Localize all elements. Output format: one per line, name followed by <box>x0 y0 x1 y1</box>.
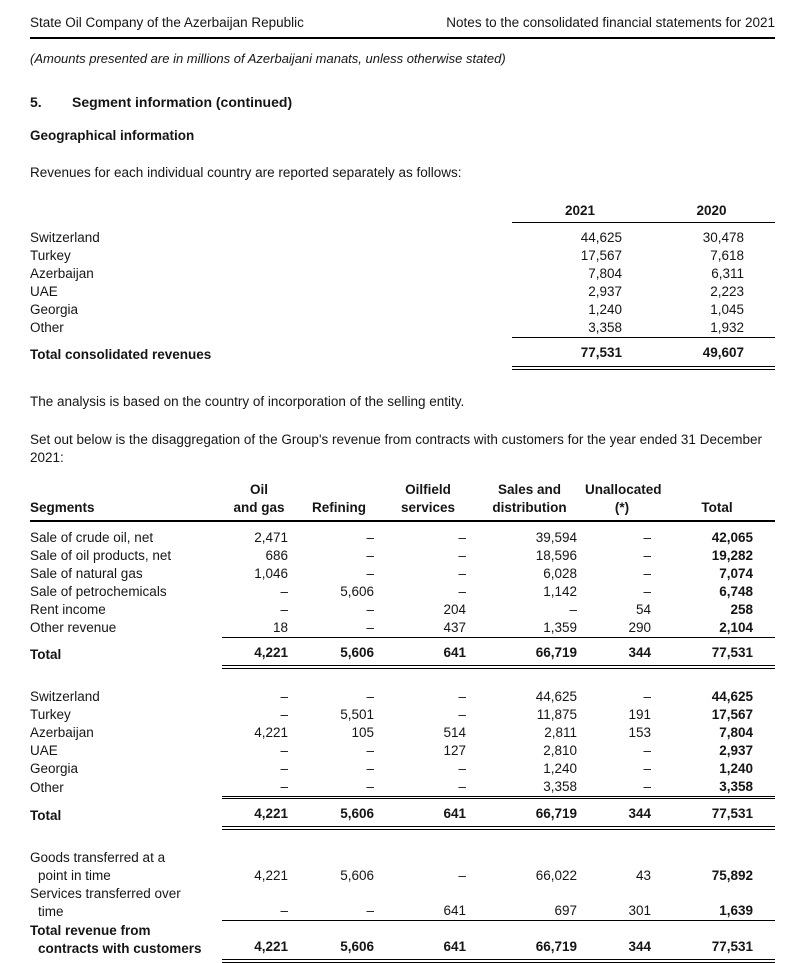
value-cell: 697 <box>474 885 585 921</box>
country-label: Turkey <box>30 247 71 263</box>
value-cell: 5,501 <box>340 706 374 722</box>
total-value-cell: 344 <box>585 921 659 961</box>
subsection-heading: Geographical information <box>30 128 195 143</box>
value-cell: – <box>366 601 374 617</box>
country-label: UAE <box>30 742 58 758</box>
country-label: Switzerland <box>30 688 100 704</box>
header-line-1: Oilfield <box>405 481 451 497</box>
total-value-cell: 4,221 <box>222 637 296 667</box>
column-header-refining <box>296 481 382 521</box>
column-header-oilfield-services <box>382 481 474 521</box>
value-cell: – <box>222 778 296 798</box>
section-number: 5. <box>30 94 42 110</box>
value-cell: 1,932 <box>648 319 775 338</box>
total-value-cell: 66,719 <box>474 637 585 667</box>
segment-label: Sale of crude oil, net <box>30 529 154 545</box>
disaggregation-country-table <box>30 688 775 830</box>
table-header-row <box>30 481 775 521</box>
table-header-row <box>30 200 775 222</box>
value-cell: 258 <box>730 601 753 617</box>
value-cell: – <box>643 529 651 545</box>
value-cell: 6,028 <box>543 565 577 581</box>
table-row <box>30 547 775 565</box>
header-line-2: and gas <box>233 499 285 515</box>
column-header-oil-and-gas <box>222 481 296 521</box>
value-cell: 19,282 <box>711 547 753 563</box>
total-value-cell: 4,221 <box>222 797 296 828</box>
value-cell: – <box>280 742 288 758</box>
total-label <box>30 921 222 961</box>
total-value-cell: 49,607 <box>648 337 775 368</box>
column-header-unallocated <box>585 481 662 521</box>
total-value-cell: 5,606 <box>296 637 382 667</box>
value-cell: – <box>280 688 288 704</box>
table-row <box>30 521 775 547</box>
value-cell: 204 <box>443 601 466 617</box>
total-value-cell: 66,719 <box>474 797 585 828</box>
value-cell: 1,359 <box>474 619 585 638</box>
value-cell: 11,875 <box>536 706 577 722</box>
value-cell: 42,065 <box>711 529 753 545</box>
value-cell: – <box>222 885 296 921</box>
value-cell: 437 <box>382 619 474 638</box>
total-value-cell: 344 <box>585 637 659 667</box>
segment-label: Sale of natural gas <box>30 565 143 581</box>
value-cell: – <box>458 760 466 776</box>
country-label: Other <box>30 780 64 795</box>
total-row <box>30 337 775 368</box>
column-header-2020: 2020 <box>648 200 775 222</box>
empty-header-cell <box>30 200 512 222</box>
value-cell: 7,804 <box>588 265 622 281</box>
value-cell: – <box>458 529 466 545</box>
value-cell: 1,045 <box>710 301 744 317</box>
value-cell: 290 <box>585 619 659 638</box>
value-cell: – <box>458 583 466 599</box>
value-cell: 66,022 <box>535 867 577 883</box>
value-cell: 5,606 <box>340 867 374 883</box>
total-value-cell: 641 <box>382 921 474 961</box>
section-heading <box>30 94 775 111</box>
value-cell: 3,358 <box>512 319 648 338</box>
value-cell: 1,046 <box>254 565 288 581</box>
value-cell: 75,892 <box>711 867 753 883</box>
label-line-2: contracts with customers <box>38 940 202 956</box>
value-cell: 43 <box>635 867 651 883</box>
value-cell: 641 <box>382 885 474 921</box>
label-line-1: Services transferred over <box>30 885 181 901</box>
table-row <box>30 247 775 265</box>
value-cell: – <box>458 688 466 704</box>
value-cell: 686 <box>265 547 288 563</box>
header-line-1: Unallocated <box>585 481 662 497</box>
value-cell: 7,804 <box>719 724 753 740</box>
value-cell: 4,221 <box>254 867 288 883</box>
total-value-cell: 66,719 <box>474 921 585 961</box>
value-cell: 1,240 <box>543 760 577 776</box>
total-value-cell: 77,531 <box>512 337 648 368</box>
column-header-2021: 2021 <box>512 200 648 222</box>
table-row <box>30 778 775 798</box>
timing-label <box>30 885 222 921</box>
country-label: Other <box>30 320 64 335</box>
total-row <box>30 637 775 667</box>
header-line-1: Oil <box>249 481 268 497</box>
value-cell: 39,594 <box>535 529 577 545</box>
value-cell: – <box>296 619 382 638</box>
value-cell: 105 <box>351 724 374 740</box>
total-value-cell: 77,531 <box>659 797 775 828</box>
value-cell: – <box>366 529 374 545</box>
value-cell: – <box>643 583 651 599</box>
timing-label <box>30 849 222 885</box>
segment-label: Sale of oil products, net <box>30 547 172 563</box>
segment-label: Sale of petrochemicals <box>30 583 167 599</box>
header-line-2: Refining <box>312 499 366 515</box>
value-cell: – <box>296 885 382 921</box>
segment-label: Rent income <box>30 601 106 617</box>
total-value-cell: 641 <box>382 797 474 828</box>
header-line-2: (*) <box>614 499 630 515</box>
value-cell: – <box>643 742 651 758</box>
total-label: Total consolidated revenues <box>30 346 212 362</box>
total-label: Total <box>30 807 62 823</box>
country-label: UAE <box>30 283 58 299</box>
value-cell: 44,625 <box>535 688 577 704</box>
segment-label: Other revenue <box>30 620 117 635</box>
value-cell: 7,074 <box>719 565 753 581</box>
table-row <box>30 565 775 583</box>
country-label: Georgia <box>30 301 79 317</box>
total-value-cell: 5,606 <box>296 797 382 828</box>
table-row <box>30 760 775 778</box>
value-cell: 2,937 <box>719 742 753 758</box>
table-row <box>30 319 775 338</box>
value-cell: 127 <box>443 742 466 758</box>
header-line-1: Sales and <box>497 481 562 497</box>
value-cell: – <box>458 867 466 883</box>
value-cell: 1,240 <box>719 760 753 776</box>
disaggregation-segments-table <box>30 481 775 669</box>
value-cell: – <box>280 583 288 599</box>
label-line-2: time <box>38 903 64 919</box>
value-cell: 153 <box>628 724 651 740</box>
column-header-segments: Segments <box>30 481 222 521</box>
value-cell: 5,606 <box>340 583 374 599</box>
value-cell: 1,240 <box>588 301 622 317</box>
label-line-1: Total revenue from <box>30 922 151 938</box>
value-cell: 44,625 <box>711 688 753 704</box>
value-cell: – <box>458 565 466 581</box>
total-label: Total <box>30 646 62 662</box>
analysis-text: The analysis is based on the country of incorporation of the selling entity. <box>30 393 465 409</box>
value-cell: 4,221 <box>254 724 288 740</box>
country-label: Switzerland <box>30 229 100 245</box>
table-row <box>30 283 775 301</box>
section-title: Segment information (continued) <box>72 94 293 110</box>
table-row <box>30 301 775 319</box>
value-cell: 3,358 <box>474 778 585 798</box>
label-line-1: Goods transferred at a <box>30 849 166 865</box>
header-line-2: distribution <box>492 499 567 515</box>
header-line-2: Total <box>701 499 733 515</box>
value-cell: – <box>569 601 577 617</box>
total-row <box>30 921 775 961</box>
value-cell: 17,567 <box>711 706 753 722</box>
value-cell: – <box>382 778 474 798</box>
header-company-name: State Oil Company of the Azerbaijan Republic <box>30 15 304 30</box>
table-row <box>30 885 775 921</box>
value-cell: – <box>366 742 374 758</box>
value-cell: – <box>643 565 651 581</box>
table-row <box>30 619 775 638</box>
header-line-2: services <box>400 499 456 515</box>
country-label: Azerbaijan <box>30 265 94 281</box>
table-row <box>30 583 775 601</box>
table-row <box>30 706 775 724</box>
value-cell: – <box>366 547 374 563</box>
disaggregation-text: Set out below is the disaggregation of the Group's revenue from contracts with customers for the year ended 31 December 2021: <box>30 431 762 465</box>
value-cell: – <box>366 565 374 581</box>
table-row <box>30 601 775 619</box>
value-cell: – <box>585 778 659 798</box>
value-cell: 2,223 <box>710 283 744 299</box>
value-cell: 2,811 <box>544 724 577 740</box>
total-value-cell: 4,221 <box>222 921 296 961</box>
table-row <box>30 265 775 283</box>
value-cell: 301 <box>585 885 659 921</box>
total-value-cell: 641 <box>382 637 474 667</box>
value-cell: 6,748 <box>719 583 753 599</box>
value-cell: 2,104 <box>659 619 775 638</box>
value-cell: – <box>366 760 374 776</box>
value-cell: 2,937 <box>588 283 622 299</box>
value-cell: 3,358 <box>659 778 775 798</box>
value-cell: – <box>643 688 651 704</box>
value-cell: 1,639 <box>659 885 775 921</box>
value-cell: 30,478 <box>702 229 744 245</box>
total-value-cell: 5,606 <box>296 921 382 961</box>
table-row <box>30 724 775 742</box>
country-label: Azerbaijan <box>30 724 94 740</box>
document-header <box>30 14 775 39</box>
value-cell: – <box>296 778 382 798</box>
column-header-total <box>659 481 775 521</box>
total-value-cell: 77,531 <box>659 637 775 667</box>
table-row <box>30 742 775 760</box>
value-cell: – <box>643 760 651 776</box>
header-notes-title: Notes to the consolidated financial statements for 2021 <box>446 15 775 30</box>
value-cell: – <box>280 706 288 722</box>
value-cell: – <box>280 760 288 776</box>
value-cell: 18,596 <box>535 547 577 563</box>
total-value-cell: 77,531 <box>659 921 775 961</box>
value-cell: – <box>458 706 466 722</box>
table-row <box>30 222 775 247</box>
table-row <box>30 688 775 706</box>
value-cell: – <box>280 601 288 617</box>
total-row <box>30 797 775 828</box>
revenue-by-country-table <box>30 200 775 370</box>
disaggregation-timing-table <box>30 849 775 963</box>
value-cell: 2,810 <box>543 742 577 758</box>
amounts-note: (Amounts presented are in millions of Azerbaijani manats, unless otherwise stated) <box>30 51 506 66</box>
value-cell: 18 <box>222 619 296 638</box>
value-cell: 7,618 <box>710 247 744 263</box>
value-cell: 6,311 <box>711 265 744 281</box>
value-cell: 17,567 <box>580 247 622 263</box>
total-value-cell: 344 <box>585 797 659 828</box>
value-cell: – <box>458 547 466 563</box>
value-cell: 1,142 <box>543 583 577 599</box>
intro-text: Revenues for each individual country are reported separately as follows: <box>30 165 462 180</box>
value-cell: – <box>366 688 374 704</box>
value-cell: 2,471 <box>254 529 288 545</box>
value-cell: 514 <box>443 724 466 740</box>
label-line-2: point in time <box>38 867 111 883</box>
value-cell: 44,625 <box>580 229 622 245</box>
value-cell: 191 <box>628 706 651 722</box>
country-label: Georgia <box>30 760 79 776</box>
country-label: Turkey <box>30 706 71 722</box>
column-header-sales-distribution <box>474 481 585 521</box>
table-row <box>30 849 775 885</box>
value-cell: 54 <box>635 601 651 617</box>
value-cell: – <box>643 547 651 563</box>
